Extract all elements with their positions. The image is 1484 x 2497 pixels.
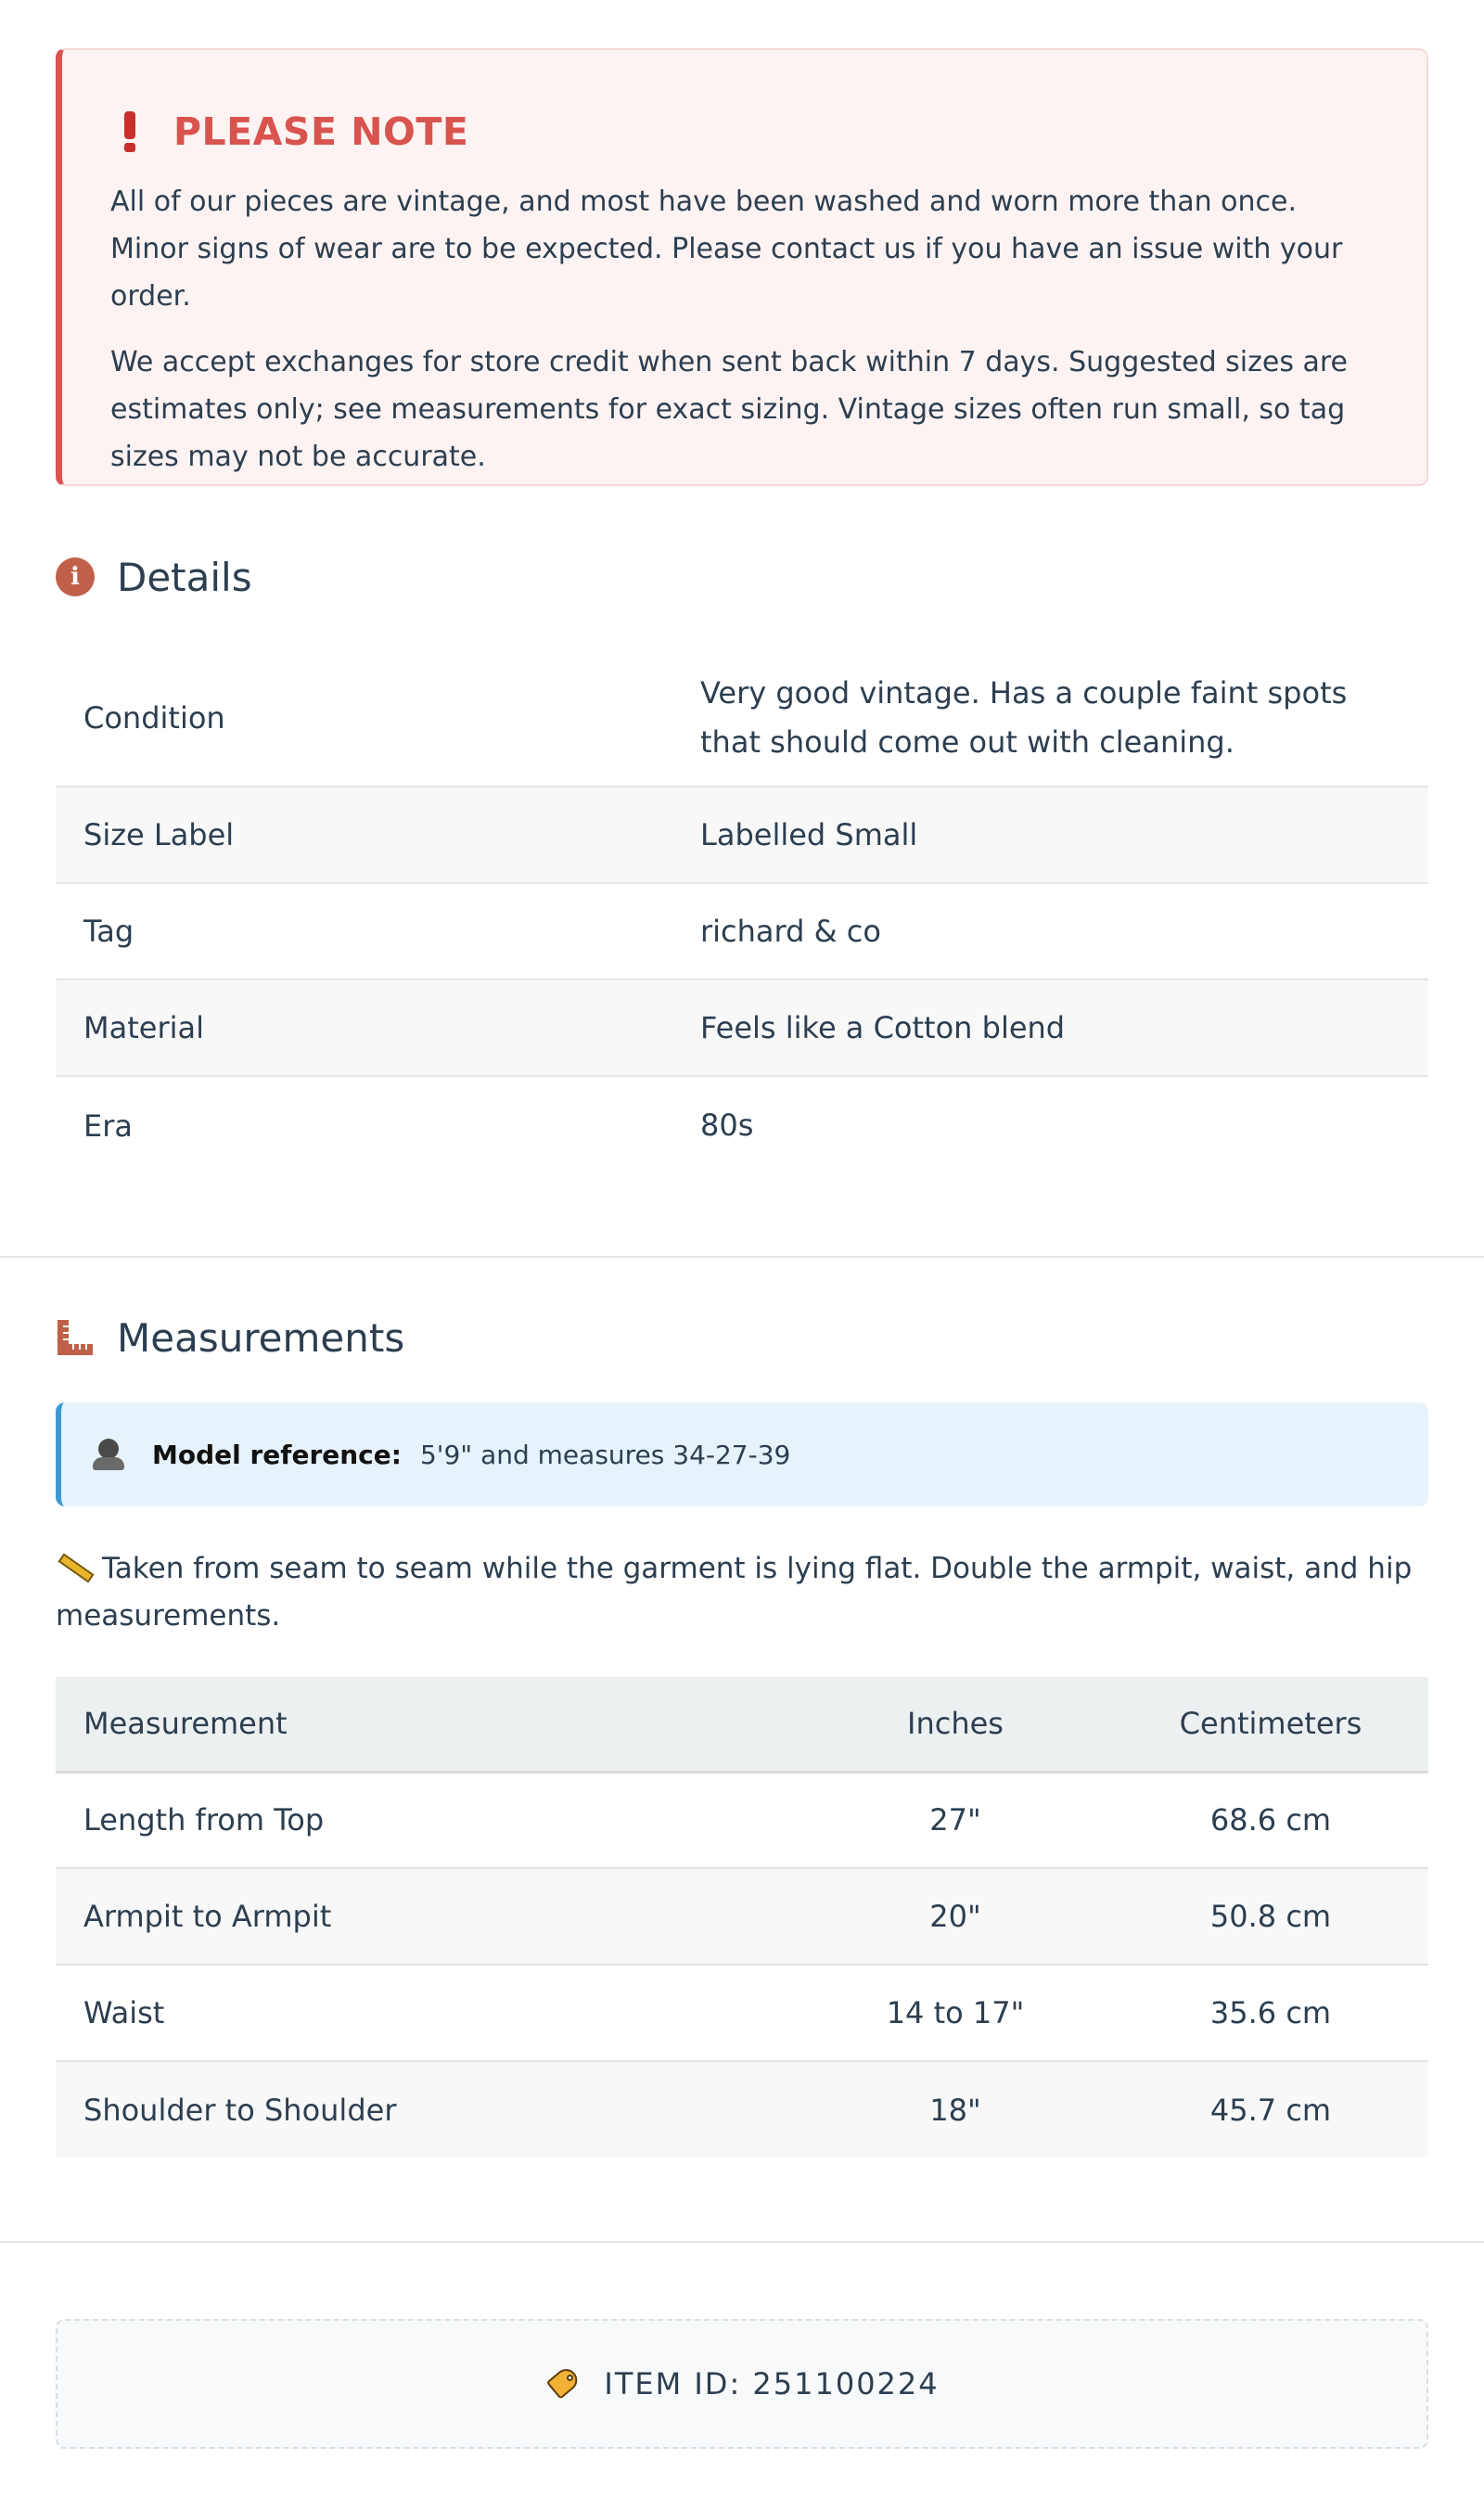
detail-label: Size Label xyxy=(56,787,672,883)
item-id: ITEM ID: 251100224 xyxy=(604,2366,940,2401)
table-row xyxy=(56,1076,1428,1174)
tag-icon xyxy=(544,2367,582,2401)
detail-value: Labelled Small xyxy=(672,787,1428,883)
model-reference-label: Model reference: xyxy=(152,1439,402,1470)
measurement-inches: 14 to 17" xyxy=(798,1965,1113,2061)
measurements-table xyxy=(56,1677,1428,2158)
details-title: Details xyxy=(117,554,252,600)
detail-label: Tag xyxy=(56,883,672,980)
ruler-icon xyxy=(56,1554,91,1581)
ruler-square-icon xyxy=(56,1318,95,1357)
measurement-name: Length from Top xyxy=(56,1772,798,1868)
please-note-header xyxy=(110,104,1378,160)
column-header-inches: Inches xyxy=(798,1677,1113,1772)
detail-value: richard & co xyxy=(672,883,1428,980)
table-row xyxy=(56,2061,1428,2158)
table-row xyxy=(56,1868,1428,1965)
measurement-cm: 68.6 cm xyxy=(1113,1772,1428,1868)
table-row xyxy=(56,649,1428,787)
measurements-heading xyxy=(56,1310,404,1365)
measurement-inches: 27" xyxy=(798,1772,1113,1868)
detail-value: Very good vintage. Has a couple faint spots that should come out with cleaning. xyxy=(672,649,1428,787)
measurement-tip xyxy=(56,1545,1428,1640)
table-header-row xyxy=(56,1677,1428,1772)
note-paragraph-2: We accept exchanges for store credit when sent back within 7 days. Suggested sizes are estimates only; see measurements for exact sizing. Vintage sizes often run small, so tag sizes may not be accurate. xyxy=(110,346,1349,473)
table-row xyxy=(56,980,1428,1076)
column-header-centimeters: Centimeters xyxy=(1113,1677,1428,1772)
info-icon: i xyxy=(56,557,95,596)
measurement-inches: 20" xyxy=(798,1868,1113,1965)
model-reference-value: 5'9" and measures 34-27-39 xyxy=(419,1439,791,1470)
measurements-title: Measurements xyxy=(117,1314,405,1361)
detail-label: Condition xyxy=(56,649,672,787)
measurement-name: Armpit to Armpit xyxy=(56,1868,798,1965)
table-row xyxy=(56,787,1428,883)
detail-label: Material xyxy=(56,980,672,1076)
note-paragraph-1: All of our pieces are vintage, and most have been washed and worn more than once. Minor signs of wear are to be expected. Please contact us if you have an issue with your order. xyxy=(110,186,1343,313)
detail-value: Feels like a Cotton blend xyxy=(672,980,1428,1076)
section-divider xyxy=(0,1256,1484,1258)
measurement-cm: 45.7 cm xyxy=(1113,2061,1428,2158)
please-note-title: PLEASE NOTE xyxy=(173,109,469,154)
detail-label: Era xyxy=(83,1108,133,1144)
exclamation-icon xyxy=(116,111,142,152)
measurement-tip-text: Taken from seam to seam while the garment is lying flat. Double the armpit, waist, and hip measurements. xyxy=(56,1552,1413,1633)
details-heading xyxy=(56,549,252,605)
measurement-name: Shoulder to Shoulder xyxy=(56,2061,798,2158)
item-id-box xyxy=(56,2319,1428,2449)
section-divider xyxy=(0,2241,1484,2243)
measurement-name: Waist xyxy=(56,1965,798,2061)
table-row xyxy=(56,1965,1428,2061)
measurement-cm: 50.8 cm xyxy=(1113,1868,1428,1965)
table-row xyxy=(56,1772,1428,1868)
measurement-cm: 35.6 cm xyxy=(1113,1965,1428,2061)
person-icon xyxy=(93,1439,124,1470)
details-table xyxy=(56,649,1428,1174)
please-note-box xyxy=(56,48,1428,486)
table-row xyxy=(56,883,1428,980)
column-header-measurement: Measurement xyxy=(56,1677,798,1772)
detail-value: 80s xyxy=(700,1108,754,1143)
model-reference-box xyxy=(56,1402,1428,1506)
measurement-inches: 18" xyxy=(798,2061,1113,2158)
